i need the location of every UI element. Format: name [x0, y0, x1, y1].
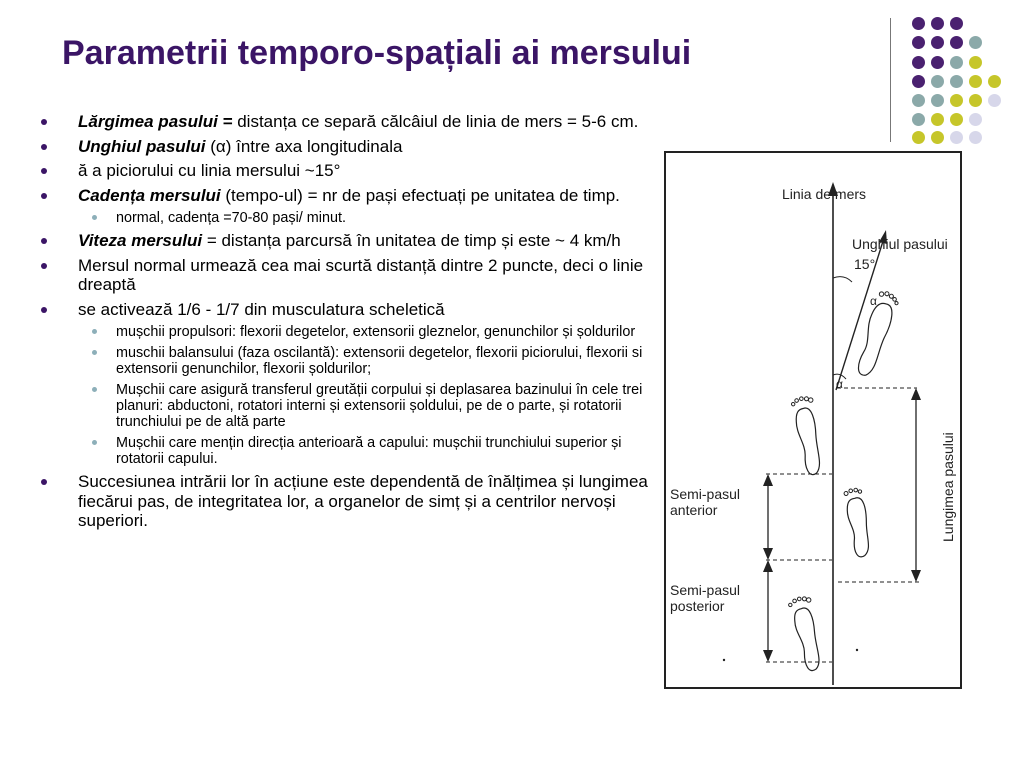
label-line-of-walk: Linia de mers	[782, 186, 867, 202]
dot-teal	[912, 94, 925, 107]
dot-lime	[931, 113, 944, 126]
dot-purple	[912, 56, 925, 69]
dot-lavender	[950, 131, 963, 144]
label-semi-step-anterior: Semi-pasul anterior	[670, 486, 741, 518]
bullet-cadence: Cadența mersului (tempo-ul) = nr de pași efectuați pe unitatea de timp.	[38, 186, 658, 206]
dot-lime	[988, 75, 1001, 88]
dot-teal	[931, 94, 944, 107]
dot-teal	[969, 36, 982, 49]
dot-lavender	[988, 94, 1001, 107]
title-divider-line	[890, 18, 891, 142]
dot-lime	[950, 113, 963, 126]
dot-purple	[950, 36, 963, 49]
bullet-step-angle: Unghiul pasului (α) între axa longitudinala	[38, 137, 658, 157]
bullet-step-angle-cont: ă a piciorului cu linia mersului ~15°	[38, 161, 658, 181]
bullet-list	[38, 112, 658, 536]
label-semi-step-posterior: Semi-pasul posterior	[670, 582, 741, 614]
dot-lime	[950, 94, 963, 107]
bullet-musculature: se activează 1/6 - 1/7 din musculatura scheletică	[38, 300, 658, 320]
label-step-angle-value: 15°	[854, 256, 876, 272]
dot-purple	[912, 36, 925, 49]
dot-lime	[912, 131, 925, 144]
dot-purple	[931, 56, 944, 69]
sub-bullet-head-direction: Mușchii care mențin direcția anterioară a capului: mușchii trunchiului superior și rotatorii capului.	[38, 435, 658, 467]
bullet-succession: Succesiunea intrării lor în acțiune este dependentă de înălțimea și lungimea fiecărui pas, de integritatea lor, a organelor de simț și a centrilor nervoși superiori.	[38, 472, 658, 531]
dot-purple	[931, 17, 944, 30]
dot-purple	[950, 17, 963, 30]
dot-teal	[931, 75, 944, 88]
label-step-length: Lungimea pasului	[940, 432, 956, 542]
bullet-speed: Viteza mersului = distanța parcursă în unitatea de timp și este ~ 4 km/h	[38, 231, 658, 251]
dot-lime	[969, 75, 982, 88]
dot-purple	[912, 17, 925, 30]
sub-bullet-propulsors: mușchii propulsori: flexorii degetelor, extensorii gleznelor, genunchilor și șoldurilor	[38, 324, 658, 340]
dot-purple	[912, 75, 925, 88]
sub-bullet-cadence-normal: normal, cadența =70-80 pași/ minut.	[38, 210, 658, 226]
bullet-straight-line: Mersul normal urmează cea mai scurtă distanță dintre 2 puncte, deci o linie dreaptă	[38, 256, 658, 295]
dot-teal	[950, 75, 963, 88]
slide-title: Parametrii temporo-spațiali ai mersului	[62, 34, 692, 72]
bullet-step-width: Lărgimea pasului = distanța ce separă călcâiul de linia de mers = 5-6 cm.	[38, 112, 658, 132]
label-alpha-top: α	[870, 294, 877, 308]
dot-lime	[969, 94, 982, 107]
dot-lime	[931, 131, 944, 144]
dot-teal	[950, 56, 963, 69]
label-step-angle: Unghiul pasului	[852, 236, 948, 252]
dot-lavender	[969, 113, 982, 126]
dot-teal	[912, 113, 925, 126]
dot-lime	[969, 56, 982, 69]
dot-purple	[931, 36, 944, 49]
sub-bullet-balance: muschii balansului (faza oscilantă): extensorii degetelor, flexorii piciorului, flexorii si extensorii genunchilor, flexorii șoldurilor;	[38, 345, 658, 377]
label-alpha-mid: α	[836, 377, 843, 391]
sub-bullet-weight-transfer: Mușchii care asigură transferul greutății corpului și deplasarea bazinului în cele trei planuri: abductoni, rotatori interni și extensorii șoldului, pe de o parte, și rotatorii trunchiului pe de altă parte	[38, 382, 658, 430]
dot-lavender	[969, 131, 982, 144]
gait-diagram	[662, 150, 966, 692]
